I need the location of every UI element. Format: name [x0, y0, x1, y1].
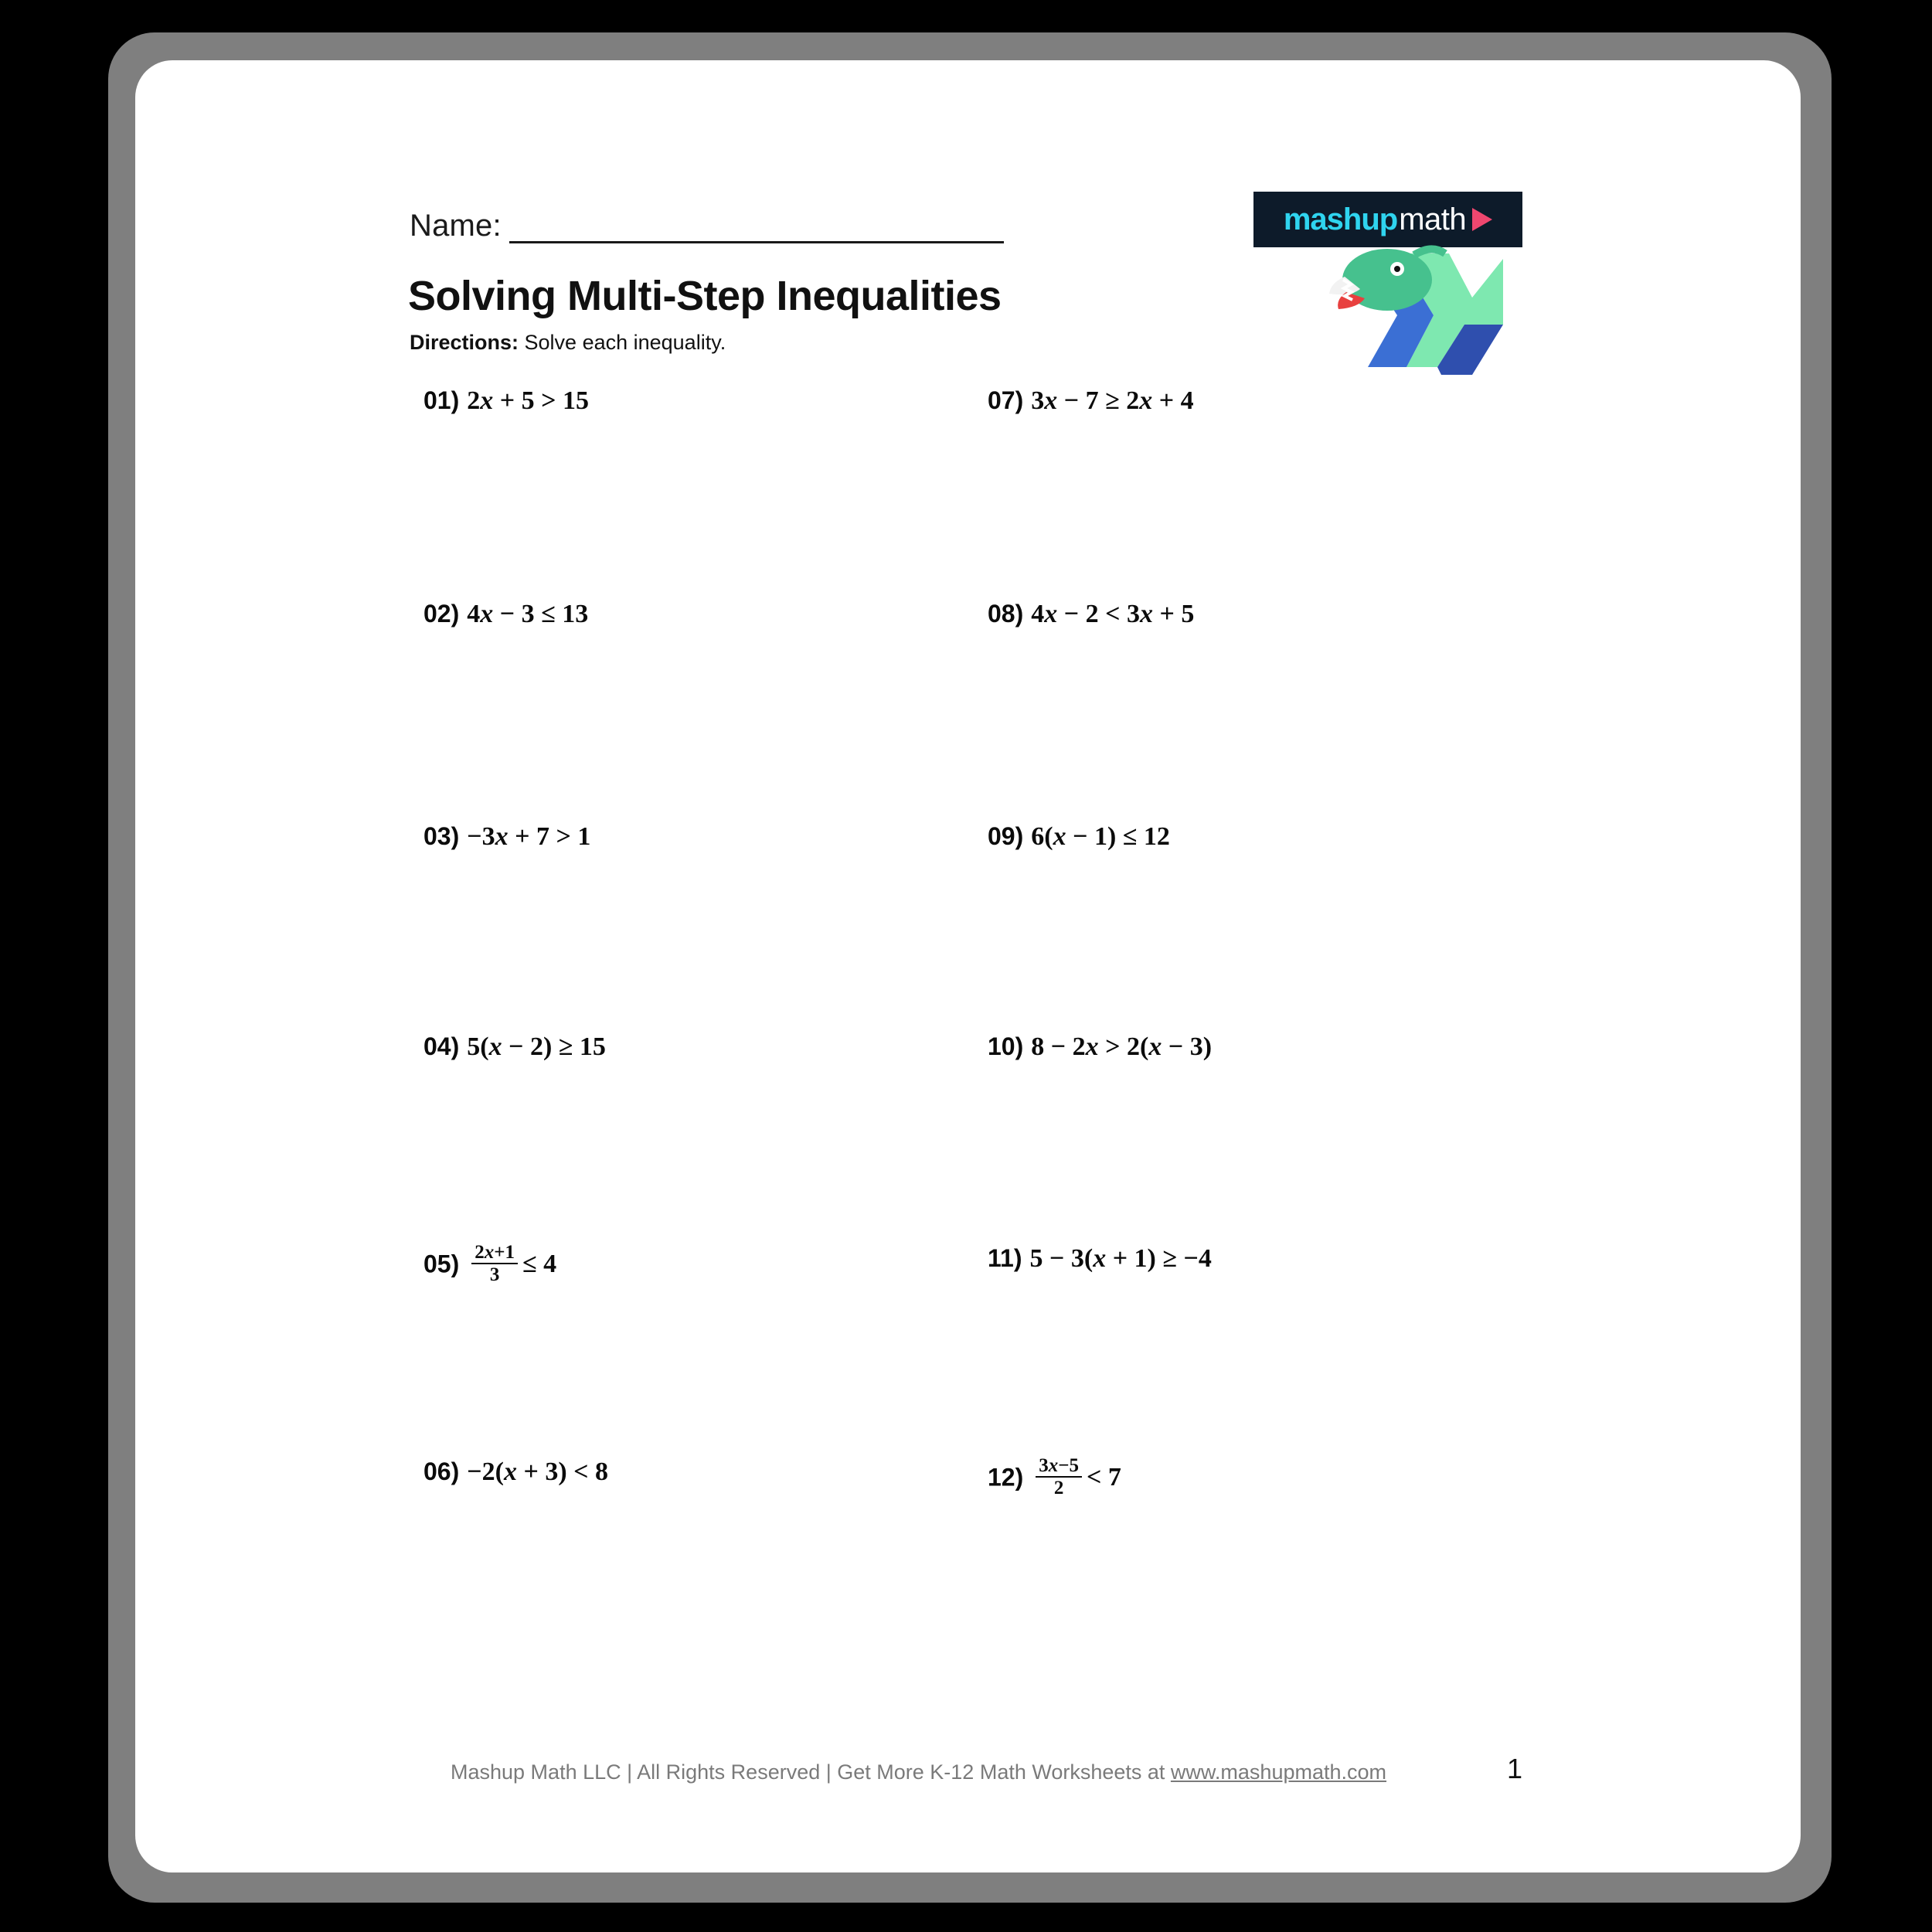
fraction-denominator: 3 [489, 1264, 500, 1286]
problem-expression: 4x − 2 < 3x + 5 [1031, 600, 1195, 628]
fraction-denominator: 2 [1053, 1478, 1064, 1499]
problem-item [423, 822, 590, 852]
problem-expression: −2(x + 3) < 8 [467, 1458, 609, 1486]
page-number: 1 [1507, 1753, 1523, 1784]
name-label: Name: [410, 209, 502, 243]
problem-expression: 6(x − 1) ≤ 12 [1031, 822, 1170, 851]
directions-text: Solve each inequality. [519, 331, 726, 354]
problem-number: 01) [423, 386, 460, 414]
problem-number: 07) [988, 386, 1024, 414]
problem-item [988, 1455, 1121, 1502]
problem-expression: 3x − 7 ≥ 2x + 4 [1031, 386, 1194, 415]
problem-expression: 4x − 3 ≤ 13 [467, 600, 589, 628]
problem-item [423, 386, 589, 416]
page-title: Solving Multi-Step Inequalities [408, 273, 1002, 319]
problem-item [988, 1244, 1212, 1274]
logo-math-text: math [1399, 202, 1467, 236]
problem-item [988, 1032, 1212, 1062]
problem-item [423, 600, 588, 629]
problem-number: 04) [423, 1032, 460, 1060]
fraction-numerator: 3x−5 [1036, 1456, 1082, 1478]
problem-number: 11) [988, 1244, 1022, 1272]
footer [451, 1760, 1386, 1784]
problem-item [423, 1032, 606, 1062]
expression-tail: < 7 [1087, 1463, 1121, 1492]
problem-number: 08) [988, 600, 1024, 628]
expression-tail: ≤ 4 [522, 1250, 557, 1279]
problem-item [988, 600, 1194, 629]
problem-number: 09) [988, 822, 1024, 850]
fraction [1036, 1456, 1082, 1500]
problem-expression: 2x + 5 > 15 [467, 386, 589, 415]
fraction [471, 1243, 518, 1287]
problem-expression: 5(x − 2) ≥ 15 [467, 1032, 606, 1061]
footer-link[interactable]: www.mashupmath.com [1170, 1760, 1387, 1784]
footer-text: Mashup Math LLC | All Rights Reserved | Get More K-12 Math Worksheets at [451, 1760, 1171, 1784]
problem-number: 05) [423, 1250, 460, 1278]
directions-label: Directions: [410, 331, 519, 354]
fraction-numerator: 2x+1 [471, 1243, 518, 1264]
problem-item [423, 1244, 556, 1288]
problem-expression: 8 − 2x > 2(x − 3) [1031, 1032, 1213, 1061]
problem-expression [1031, 1455, 1121, 1499]
problem-number: 06) [423, 1458, 460, 1485]
problem-number: 02) [423, 600, 460, 628]
logo-mashup-text: mashup [1283, 202, 1398, 236]
problem-item [988, 386, 1194, 416]
problem-number: 10) [988, 1032, 1024, 1060]
problem-item [988, 822, 1170, 852]
problem-expression: −3x + 7 > 1 [467, 822, 591, 851]
problem-number: 12) [988, 1463, 1024, 1492]
problem-expression [467, 1242, 557, 1286]
problem-expression: 5 − 3(x + 1) ≥ −4 [1029, 1244, 1212, 1273]
problem-number: 03) [423, 822, 460, 850]
problem-item [423, 1458, 608, 1487]
